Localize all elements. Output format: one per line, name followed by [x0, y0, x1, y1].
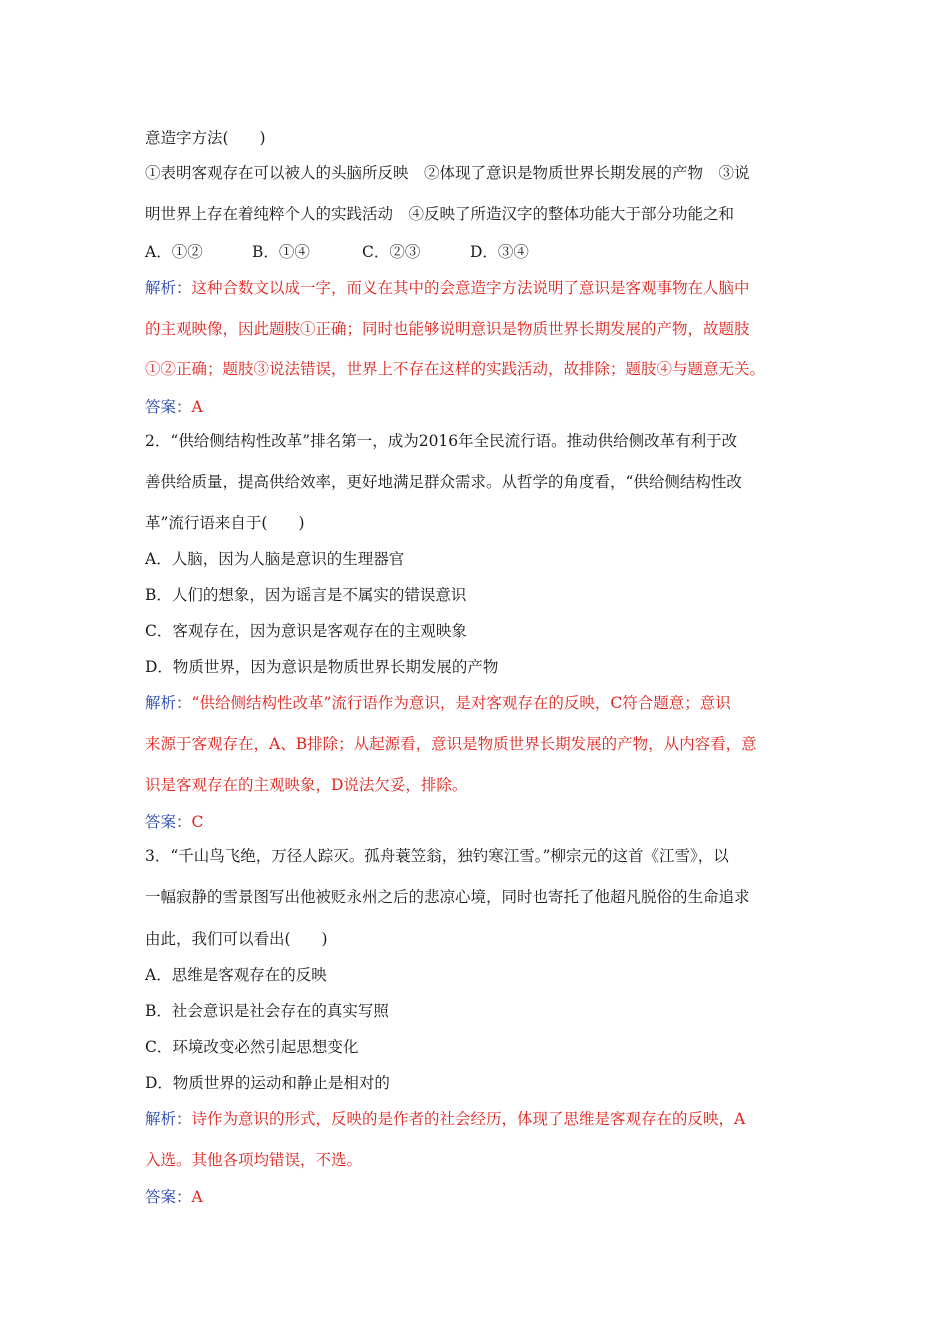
- q1-option-d: D．③④: [470, 243, 529, 261]
- q3-analysis-text: 诗作为意识的形式，反映的是作者的社会经历，体现了思维是客观存在的反映，A: [191, 1110, 746, 1128]
- q2-analysis-line: 来源于客观存在，A、B排除；从起源看，意识是物质世界长期发展的产物，从内容看，意: [145, 735, 757, 753]
- q1-analysis-line: ①②正确；题肢③说法错误，世界上不存在这样的实践活动，故排除；题肢④与题意无关。: [145, 360, 766, 378]
- q2-option-b: B．人们的想象，因为谣言是不属实的错误意识: [145, 586, 467, 604]
- q2-option-d: D．物质世界，因为意识是物质世界长期发展的产物: [145, 658, 499, 676]
- q1-answer-value: A: [191, 398, 203, 416]
- analysis-label: 解析：: [145, 279, 192, 297]
- q3-option-b: B．社会意识是社会存在的真实写照: [145, 1002, 389, 1020]
- analysis-label: 解析：: [145, 1110, 192, 1128]
- q2-answer: [145, 812, 203, 832]
- q3-answer: [145, 1187, 203, 1207]
- q3-option-a: A．思维是客观存在的反映: [145, 966, 327, 984]
- q1-options-row: [145, 242, 529, 262]
- q1-option-a: A．①②: [145, 243, 203, 261]
- q2-stem-line: 革”流行语来自于( ): [145, 514, 305, 532]
- q2-stem-line: 2．“供给侧结构性改革”排名第一，成为2016年全民流行语。推动供给侧改革有利于改: [145, 432, 738, 450]
- q1-statement-line: 明世界上存在着纯粹个人的实践活动 ④反映了所造汉字的整体功能大于部分功能之和: [145, 205, 735, 223]
- q2-answer-value: C: [191, 813, 204, 831]
- q2-stem-line: 善供给质量，提高供给效率，更好地满足群众需求。从哲学的角度看，“供给侧结构性改: [145, 473, 742, 491]
- q3-stem-line: 由此，我们可以看出( ): [145, 930, 328, 948]
- analysis-label: 解析：: [145, 694, 192, 712]
- q3-answer-value: A: [191, 1188, 203, 1206]
- answer-label: 答案：: [145, 1188, 192, 1206]
- q2-option-c: C．客观存在，因为意识是客观存在的主观映象: [145, 622, 467, 640]
- q1-option-c: C．②③: [362, 243, 421, 261]
- q2-analysis-text: “供给侧结构性改革”流行语作为意识，是对客观存在的反映，C符合题意；意识: [191, 694, 731, 712]
- q3-analysis-line: 入选。其他各项均错误，不选。: [145, 1151, 363, 1169]
- q2-analysis-line: 识是客观存在的主观映象，D说法欠妥，排除。: [145, 776, 468, 794]
- q1-analysis-line: [145, 278, 750, 298]
- q3-option-d: D．物质世界的运动和静止是相对的: [145, 1074, 390, 1092]
- answer-label: 答案：: [145, 398, 192, 416]
- q3-stem-line: 一幅寂静的雪景图写出他被贬永州之后的悲凉心境，同时也寄托了他超凡脱俗的生命追求: [145, 888, 750, 906]
- q3-stem-line: 3．“千山鸟飞绝，万径人踪灭。孤舟蓑笠翁，独钓寒江雪。”柳宗元的这首《江雪》，以: [145, 847, 729, 865]
- q3-option-c: C．环境改变必然引起思想变化: [145, 1038, 359, 1056]
- q1-option-b: B．①④: [252, 243, 310, 261]
- q1-statement-line: ①表明客观存在可以被人的头脑所反映 ②体现了意识是物质世界长期发展的产物 ③说: [145, 164, 750, 182]
- answer-label: 答案：: [145, 813, 192, 831]
- q1-stem-line: 意造字方法( ): [145, 129, 266, 147]
- q1-analysis-text: 这种合数文以成一字，而义在其中的会意造字方法说明了意识是客观事物在人脑中: [191, 279, 750, 297]
- q2-option-a: A．人脑，因为人脑是意识的生理器官: [145, 550, 405, 568]
- q2-analysis-line: [145, 693, 731, 713]
- q1-analysis-line: 的主观映像，因此题肢①正确；同时也能够说明意识是物质世界长期发展的产物，故题肢: [145, 320, 750, 338]
- q1-answer: [145, 397, 203, 417]
- q3-analysis-line: [145, 1109, 745, 1129]
